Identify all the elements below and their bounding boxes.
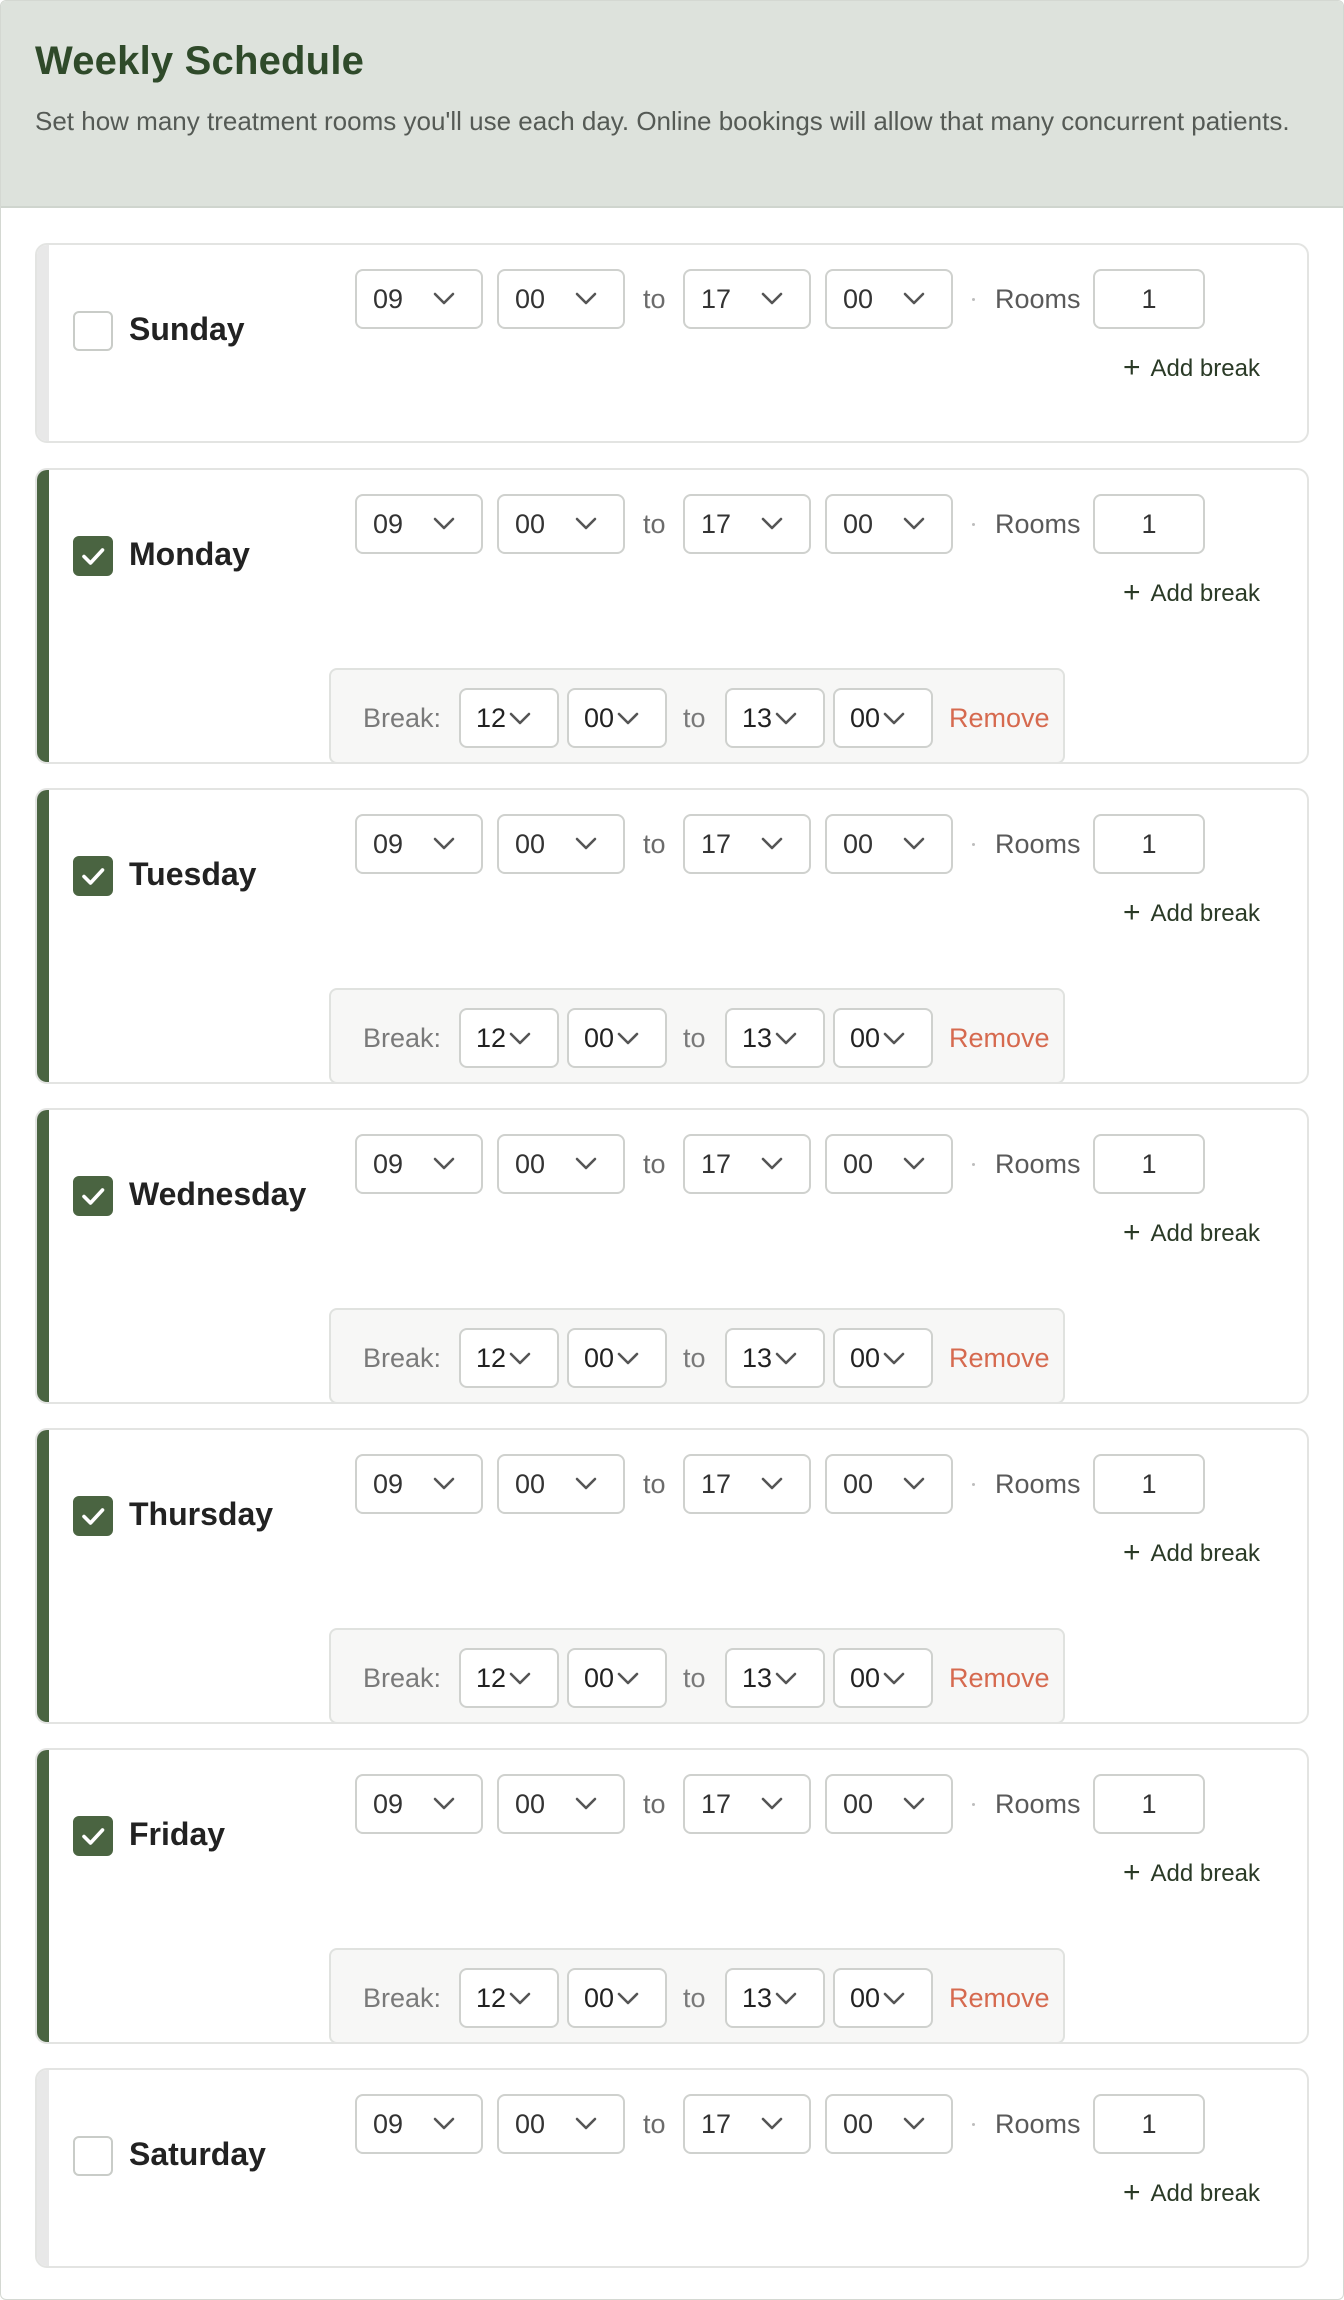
- chevron-down-icon: [433, 2117, 455, 2136]
- chevron-down-icon: [903, 1477, 925, 1496]
- chevron-down-icon: [617, 1672, 639, 1691]
- rooms-input[interactable]: 1: [1093, 1454, 1205, 1514]
- day-name: Saturday: [129, 2136, 266, 2172]
- break-end-minute-select[interactable]: 00: [833, 1008, 933, 1068]
- page-title: Weekly Schedule: [35, 39, 365, 83]
- break-start-hour-select[interactable]: 12: [459, 1328, 559, 1388]
- plus-icon: +: [1123, 2176, 1141, 2209]
- end-minute-select[interactable]: 00: [825, 1454, 953, 1514]
- chevron-down-icon: [761, 1797, 783, 1816]
- day-status-bar: [37, 470, 49, 762]
- break-row: [329, 1948, 1065, 2044]
- chevron-down-icon: [883, 712, 905, 731]
- start-minute-select[interactable]: 00: [497, 1774, 625, 1834]
- plus-icon: +: [1123, 896, 1141, 929]
- day-card-tuesday: [35, 788, 1309, 1084]
- break-start-minute-select[interactable]: 00: [567, 1648, 667, 1708]
- day-status-bar: [37, 790, 49, 1082]
- remove-break-button[interactable]: Remove: [949, 1983, 1050, 2013]
- chevron-down-icon: [775, 712, 797, 731]
- start-hour-select[interactable]: 09: [355, 1774, 483, 1834]
- day-status-bar: [37, 2070, 49, 2266]
- remove-break-button[interactable]: Remove: [949, 703, 1050, 733]
- break-to-label: to: [683, 1343, 706, 1373]
- chevron-down-icon: [575, 292, 597, 311]
- chevron-down-icon: [761, 1157, 783, 1176]
- separator-dot: [972, 2123, 975, 2126]
- start-hour-select[interactable]: 09: [355, 1454, 483, 1514]
- end-hour-select[interactable]: 17: [683, 494, 811, 554]
- break-row: [329, 1308, 1065, 1404]
- chevron-down-icon: [883, 1672, 905, 1691]
- day-status-bar: [37, 1750, 49, 2042]
- break-start-hour-select[interactable]: 12: [459, 1008, 559, 1068]
- end-minute-select[interactable]: 00: [825, 2094, 953, 2154]
- day-status-bar: [37, 245, 49, 441]
- to-label: to: [643, 2109, 666, 2139]
- start-hour-select[interactable]: 09: [355, 2094, 483, 2154]
- day-card-monday: [35, 468, 1309, 764]
- chevron-down-icon: [433, 1157, 455, 1176]
- chevron-down-icon: [575, 2117, 597, 2136]
- day-name: Monday: [129, 536, 250, 572]
- rooms-input[interactable]: 1: [1093, 1134, 1205, 1194]
- chevron-down-icon: [617, 1352, 639, 1371]
- checkmark-icon: [75, 1178, 111, 1214]
- checkmark-icon: [75, 1818, 111, 1854]
- rooms-label: Rooms: [995, 284, 1081, 314]
- day-card-saturday: [35, 2068, 1309, 2268]
- rooms-label: Rooms: [995, 1469, 1081, 1499]
- chevron-down-icon: [617, 712, 639, 731]
- chevron-down-icon: [575, 1477, 597, 1496]
- plus-icon: +: [1123, 1216, 1141, 1249]
- start-minute-select[interactable]: 00: [497, 2094, 625, 2154]
- break-start-minute-select[interactable]: 00: [567, 1328, 667, 1388]
- rooms-label: Rooms: [995, 2109, 1081, 2139]
- rooms-input[interactable]: 1: [1093, 494, 1205, 554]
- to-label: to: [643, 1469, 666, 1499]
- day-enabled-checkbox[interactable]: [73, 2136, 113, 2176]
- break-label: Break:: [363, 1983, 442, 2013]
- end-minute-select[interactable]: 00: [825, 1134, 953, 1194]
- day-card-friday: [35, 1748, 1309, 2044]
- day-enabled-checkbox[interactable]: [73, 536, 113, 576]
- chevron-down-icon: [903, 2117, 925, 2136]
- end-minute-select[interactable]: 00: [825, 269, 953, 329]
- start-hour-select[interactable]: 09: [355, 269, 483, 329]
- separator-dot: [972, 1163, 975, 1166]
- start-minute-select[interactable]: 00: [497, 1134, 625, 1194]
- chevron-down-icon: [509, 1992, 531, 2011]
- remove-break-button[interactable]: Remove: [949, 1343, 1050, 1373]
- add-break-button[interactable]: + Add break: [1123, 1536, 1260, 1569]
- chevron-down-icon: [903, 517, 925, 536]
- plus-icon: +: [1123, 1856, 1141, 1889]
- break-end-minute-select[interactable]: 00: [833, 1328, 933, 1388]
- chevron-down-icon: [433, 1477, 455, 1496]
- chevron-down-icon: [433, 837, 455, 856]
- end-minute-select[interactable]: 00: [825, 814, 953, 874]
- break-end-hour-select[interactable]: 13: [725, 1968, 825, 2028]
- chevron-down-icon: [903, 1797, 925, 1816]
- end-hour-select[interactable]: 17: [683, 1134, 811, 1194]
- chevron-down-icon: [509, 1352, 531, 1371]
- start-hour-select[interactable]: 09: [355, 1134, 483, 1194]
- remove-break-button[interactable]: Remove: [949, 1663, 1050, 1693]
- start-hour-select[interactable]: 09: [355, 814, 483, 874]
- rooms-label: Rooms: [995, 829, 1081, 859]
- chevron-down-icon: [903, 292, 925, 311]
- break-end-hour-select[interactable]: 13: [725, 1008, 825, 1068]
- break-end-minute-select[interactable]: 00: [833, 688, 933, 748]
- break-end-hour-select[interactable]: 13: [725, 1328, 825, 1388]
- chevron-down-icon: [575, 837, 597, 856]
- break-start-minute-select[interactable]: 00: [567, 688, 667, 748]
- chevron-down-icon: [575, 517, 597, 536]
- day-enabled-checkbox[interactable]: [73, 1816, 113, 1856]
- chevron-down-icon: [575, 1157, 597, 1176]
- plus-icon: +: [1123, 1536, 1141, 1569]
- chevron-down-icon: [775, 1992, 797, 2011]
- day-card-wednesday: [35, 1108, 1309, 1404]
- rooms-input[interactable]: 1: [1093, 1774, 1205, 1834]
- start-hour-select[interactable]: 09: [355, 494, 483, 554]
- chevron-down-icon: [433, 292, 455, 311]
- chevron-down-icon: [761, 2117, 783, 2136]
- start-minute-select[interactable]: 00: [497, 494, 625, 554]
- to-label: to: [643, 1149, 666, 1179]
- day-card-sunday: [35, 243, 1309, 443]
- rooms-label: Rooms: [995, 509, 1081, 539]
- add-break-button[interactable]: + Add break: [1123, 2176, 1260, 2209]
- day-status-bar: [37, 1430, 49, 1722]
- chevron-down-icon: [775, 1032, 797, 1051]
- remove-break-button[interactable]: Remove: [949, 1023, 1050, 1053]
- chevron-down-icon: [883, 1352, 905, 1371]
- chevron-down-icon: [575, 1797, 597, 1816]
- chevron-down-icon: [775, 1672, 797, 1691]
- day-card-thursday: [35, 1428, 1309, 1724]
- chevron-down-icon: [761, 517, 783, 536]
- to-label: to: [643, 284, 666, 314]
- chevron-down-icon: [883, 1032, 905, 1051]
- break-start-hour-select[interactable]: 12: [459, 1648, 559, 1708]
- to-label: to: [643, 829, 666, 859]
- chevron-down-icon: [775, 1352, 797, 1371]
- rooms-label: Rooms: [995, 1149, 1081, 1179]
- end-hour-select[interactable]: 17: [683, 269, 811, 329]
- checkmark-icon: [75, 1498, 111, 1534]
- chevron-down-icon: [433, 517, 455, 536]
- chevron-down-icon: [761, 1477, 783, 1496]
- chevron-down-icon: [903, 837, 925, 856]
- day-name: Tuesday: [129, 856, 257, 892]
- end-hour-select[interactable]: 17: [683, 1774, 811, 1834]
- day-name: Sunday: [129, 311, 245, 347]
- end-minute-select[interactable]: 00: [825, 1774, 953, 1834]
- separator-dot: [972, 1483, 975, 1486]
- chevron-down-icon: [761, 292, 783, 311]
- to-label: to: [643, 509, 666, 539]
- rooms-input[interactable]: 1: [1093, 2094, 1205, 2154]
- chevron-down-icon: [509, 1032, 531, 1051]
- separator-dot: [972, 843, 975, 846]
- chevron-down-icon: [509, 712, 531, 731]
- schedule-header: [1, 1, 1343, 208]
- break-row: [329, 668, 1065, 764]
- start-minute-select[interactable]: 00: [497, 269, 625, 329]
- break-to-label: to: [683, 1663, 706, 1693]
- separator-dot: [972, 1803, 975, 1806]
- chevron-down-icon: [761, 837, 783, 856]
- break-to-label: to: [683, 1023, 706, 1053]
- end-minute-select[interactable]: 00: [825, 494, 953, 554]
- to-label: to: [643, 1789, 666, 1819]
- separator-dot: [972, 298, 975, 301]
- break-to-label: to: [683, 1983, 706, 2013]
- add-break-button[interactable]: + Add break: [1123, 1856, 1260, 1889]
- break-label: Break:: [363, 1663, 442, 1693]
- plus-icon: +: [1123, 351, 1141, 384]
- break-start-minute-select[interactable]: 00: [567, 1008, 667, 1068]
- break-end-hour-select[interactable]: 13: [725, 1648, 825, 1708]
- start-minute-select[interactable]: 00: [497, 814, 625, 874]
- day-name: Wednesday: [129, 1176, 307, 1212]
- plus-icon: +: [1123, 576, 1141, 609]
- rooms-label: Rooms: [995, 1789, 1081, 1819]
- break-end-minute-select[interactable]: 00: [833, 1648, 933, 1708]
- separator-dot: [972, 523, 975, 526]
- add-break-button[interactable]: + Add break: [1123, 351, 1260, 384]
- day-enabled-checkbox[interactable]: [73, 1176, 113, 1216]
- break-end-hour-select[interactable]: 13: [725, 688, 825, 748]
- checkmark-icon: [75, 858, 111, 894]
- chevron-down-icon: [883, 1992, 905, 2011]
- chevron-down-icon: [903, 1157, 925, 1176]
- break-start-minute-select[interactable]: 00: [567, 1968, 667, 2028]
- end-hour-select[interactable]: 17: [683, 814, 811, 874]
- break-label: Break:: [363, 1023, 442, 1053]
- day-enabled-checkbox[interactable]: [73, 1496, 113, 1536]
- start-minute-select[interactable]: 00: [497, 1454, 625, 1514]
- end-hour-select[interactable]: 17: [683, 2094, 811, 2154]
- chevron-down-icon: [433, 1797, 455, 1816]
- day-name: Thursday: [129, 1496, 274, 1532]
- break-start-hour-select[interactable]: 12: [459, 688, 559, 748]
- chevron-down-icon: [509, 1672, 531, 1691]
- add-break-button[interactable]: + Add break: [1123, 1216, 1260, 1249]
- break-label: Break:: [363, 1343, 442, 1373]
- chevron-down-icon: [617, 1992, 639, 2011]
- rooms-input[interactable]: 1: [1093, 269, 1205, 329]
- rooms-input[interactable]: 1: [1093, 814, 1205, 874]
- break-row: [329, 988, 1065, 1084]
- break-label: Break:: [363, 703, 442, 733]
- add-break-button[interactable]: + Add break: [1123, 896, 1260, 929]
- page-description: Set how many treatment rooms you'll use each day. Online bookings will allow that many concurrent patients.: [35, 106, 1290, 136]
- break-to-label: to: [683, 703, 706, 733]
- day-enabled-checkbox[interactable]: [73, 856, 113, 896]
- checkmark-icon: [75, 538, 111, 574]
- break-row: [329, 1628, 1065, 1724]
- add-break-button[interactable]: + Add break: [1123, 576, 1260, 609]
- end-hour-select[interactable]: 17: [683, 1454, 811, 1514]
- chevron-down-icon: [617, 1032, 639, 1051]
- break-start-hour-select[interactable]: 12: [459, 1968, 559, 2028]
- day-enabled-checkbox[interactable]: [73, 311, 113, 351]
- day-name: Friday: [129, 1816, 226, 1852]
- break-end-minute-select[interactable]: 00: [833, 1968, 933, 2028]
- day-status-bar: [37, 1110, 49, 1402]
